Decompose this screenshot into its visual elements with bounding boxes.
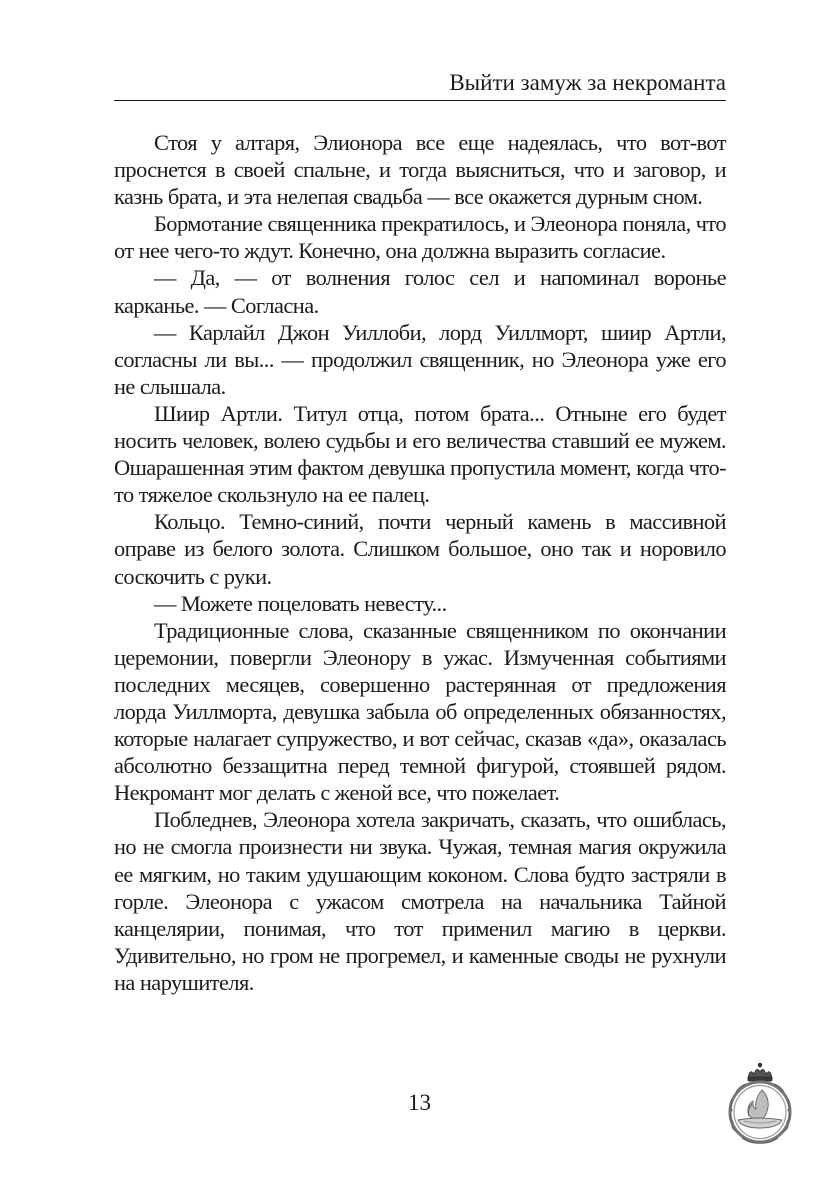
paragraph: Бормотание священника прекратилось, и Элеонора поняла, что от нее чего-то ждут. Конечно, она должна выразить согласие.: [114, 211, 726, 264]
paragraph: — Да, — от волнения голос сел и напоминал воронье карканье. — Согласна.: [114, 265, 726, 318]
paragraph: Шиир Артли. Титул отца, потом брата... Отныне его будет носить человек, волею судьбы и его величества ставший ее мужем. Ошарашенная этим фактом девушка пропустила момент, когда что-то тяжелое скользнуло на ее палец.: [114, 400, 726, 508]
paragraph: Стоя у алтаря, Элионора все еще надеялась, что вот-вот проснется в своей спальне, и тогда выясниться, что и заговор, и казнь брата, и эта нелепая свадьба — все окажется дурным сном.: [114, 130, 726, 210]
paragraph: Побледнев, Элеонора хотела закричать, сказать, что ошиблась, но не смогла произнести ни звука. Чужая, темная магия окружила ее мягким, но таким удушающим коконом. Слова будто застряли в горле. Элеонора с ужасом смотрела на начальника Тайной канцелярии, понимая, что тот применил магию в церкви. Удивительно, но гром не прогремел, и каменные своды не рухнули на нарушителя.: [114, 807, 726, 995]
paragraph: — Карлайл Джон Уиллоби, лорд Уиллморт, шиир Артли, согласны ли вы... — продолжил священник, но Элеонора уже его не слышала.: [114, 319, 726, 399]
page-number: 13: [408, 1090, 431, 1115]
crown-flame-wreath-icon: [722, 1060, 798, 1146]
body-text: [114, 129, 726, 996]
header-rule: [114, 100, 726, 101]
paragraph: Кольцо. Темно-синий, почти черный камень в массивной оправе из белого золота. Слишком большое, оно так и норовило соскочить с руки.: [114, 509, 726, 589]
running-title: Выйти замуж за некроманта: [449, 70, 726, 95]
paragraph: Традиционные слова, сказанные священником по окончании церемонии, повергли Элеонору в ужас. Измученная событиями последних месяцев, совершенно растерянная от предложения лорда Уиллморта, девушка забыла об определенных обязанностях, которые налагает супружество, и вот сейчас, сказав «да», оказалась абсолютно беззащитна перед темной фигурой, стоявшей рядом. Некромант мог делать с женой все, что пожелает.: [114, 617, 726, 806]
paragraph: — Можете поцеловать невесту...: [154, 590, 447, 616]
